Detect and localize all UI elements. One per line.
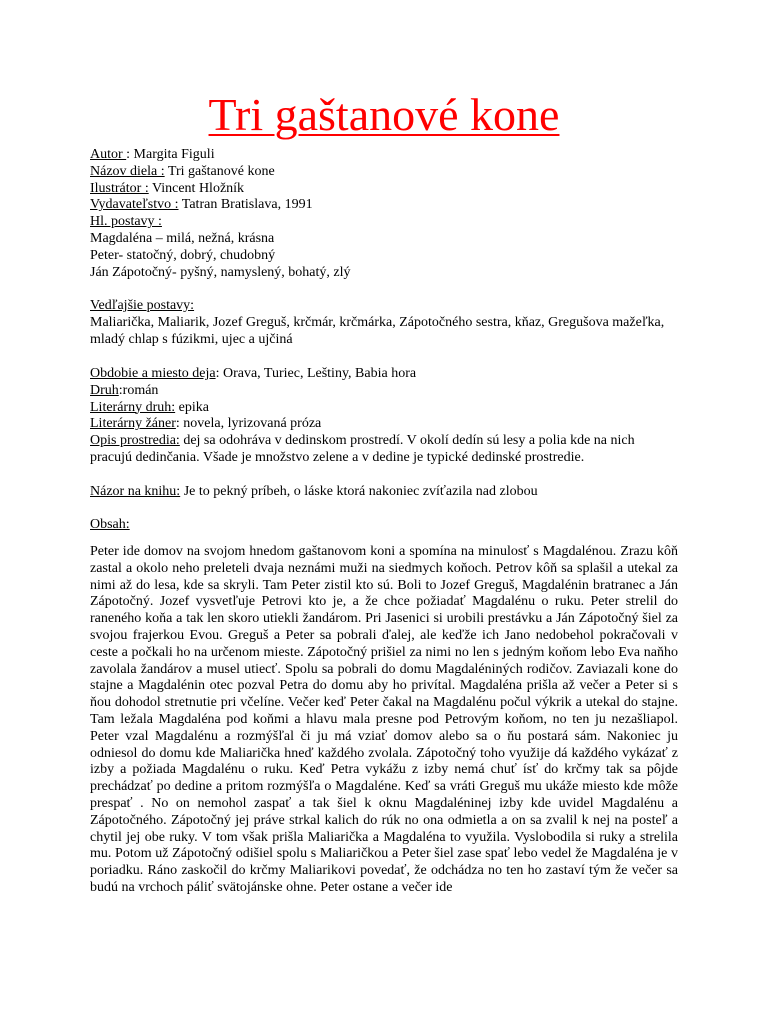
side-characters-label: Vedľajšie postavy: — [90, 298, 195, 313]
main-character: Peter- statočný, dobrý, chudobný — [90, 247, 276, 263]
side-characters-text: Maliarička, Maliarik, Jozef Greguš, krčmár, krčmárka, Zápotočného sestra, kňaz, Gregušova mažeľka, mladý chlap s fúzikmi, ujec a ujčiná — [90, 314, 665, 347]
info-title: Názov diela : Tri gaštanové kone — [90, 163, 275, 179]
detail-literary-genre: Literárny žáner: novela, lyrizovaná próza — [90, 416, 322, 432]
page-title: Tri gaštanové kone — [208, 89, 560, 140]
detail-genre-kind: Druh:román — [90, 382, 159, 398]
side-characters-block — [90, 298, 680, 348]
summary-label-block — [90, 517, 680, 534]
info-main-characters-label: Hl. postavy : — [90, 214, 162, 230]
opinion-text: Názor na knihu: Je to pekný príbeh, o láske ktorá nakoniec zvíťazila nad zlobou — [90, 484, 538, 499]
info-author: Autor : Margita Figuli — [90, 147, 215, 162]
main-character: Ján Zápotočný- pyšný, namyslený, bohatý, zlý — [90, 264, 351, 280]
detail-literary-kind: Literárny druh: epika — [90, 399, 209, 415]
details-block — [90, 366, 680, 467]
summary-label: Obsah: — [90, 517, 130, 532]
opinion-block — [90, 484, 680, 501]
main-character: Magdaléna – milá, nežná, krásna — [90, 230, 275, 246]
detail-environment: Opis prostredia: dej sa odohráva v dedinskom prostredí. V okolí dedín sú lesy a polia kde na nich pracujú dedinčania. Všade je množstvo zelene a v dedine je typické dedinské prostredie. — [90, 433, 635, 465]
info-block — [90, 147, 680, 281]
info-publisher: Vydavateľstvo : Tatran Bratislava, 1991 — [90, 197, 313, 213]
summary-text: Peter ide domov na svojom hnedom gaštanovom koni a spomína na minulosť s Magdalénou. Zrazu kôň zastal a okolo neho preleteli dvaja neznámi muži na siedmych koňoch. Petrov kôň sa splašil a utekal za nimi až do lesa, kde sa skryli. Tam Peter zistil kto sú. Boli to Jozef Greguš, Magdalénin bratranec a Ján Zápotočný. Jozef vysvetľuje Petrovi kto je, a že chce požiadať Magdalénu o ruku. Peter strelil do raneného koňa a tak len skoro utiekli žandárom. Pri Jasenici si urobili prestávku a Ján Zápotočný šiel za svojou frajerkou Evou. Greguš a Peter sa pobrali ďalej, ale keďže ich Jano nedobehol pokračovali v ceste a počkali ho na určenom mieste. Zápotočný prišiel za nimi no len s jedným koňom lebo Eva naňho zavolala žandárov a musel utiecť. Spolu sa pobrali do domu Magdaléniných rodičov. Zaviazali kone do stajne a Magdalénin otec pozval Petra do domu aby ho privítal. Magdaléna prišla až večer a Peter si s ňou dohodol stretnutie pri včelíne. Večer keď Peter čakal na Magdalénu počul výkrik a utekal do stajne. Tam ležala Magdaléna pod koňmi a hlavu mala presne pod Petrovým koňom, no ten ju nezašliapol. Peter vzal Magdalénu a rozmýšľal či ju má vziať domov alebo sa o ňu postará sám. Nakoniec ju odniesol do domu kde Maliarička hneď každého zvolala. Zápotočný toho využije dá každého vykázať z izby a požiada Magdalénu o ruku. Keď Petra vykážu z izby nemá chuť ísť do krčmy tak sa pôjde prechádzať po dedine a pritom rozmýšľa o Magdaléne. Keď sa vráti Greguš mu ukáže miesto kde môže prespať . No on nemohol zaspať a tak šiel k oknu Magdaléninej izby kde uvidel Magdalénu a Zápotočného. Zápotočný jej práve strkal kalich do rúk no ona odmietla a on sa zvalil k nej na posteľ a chytil jej obe ruky. V tom však prišla Maliarička a Magdaléna to využila. Vyslobodila si ruky a strelila mu. Potom už Zápotočný odišiel spolu s Maliaričkou a Peter šiel zase spať lebo vedel že Magdaléna je v poriadku. Ráno zaskočil do krčmy Maliarikovi povedať, že odchádza no ten ho zastaví tým že večer sa budú na vrchoch páliť svätojánske ohne. Peter ostane a večer ide — [90, 544, 678, 895]
detail-setting: Obdobie a miesto deja: Orava, Turiec, Leštiny, Babia hora — [90, 366, 417, 381]
info-illustrator: Ilustrátor : Vincent Hložník — [90, 180, 245, 196]
summary-block — [90, 544, 678, 897]
